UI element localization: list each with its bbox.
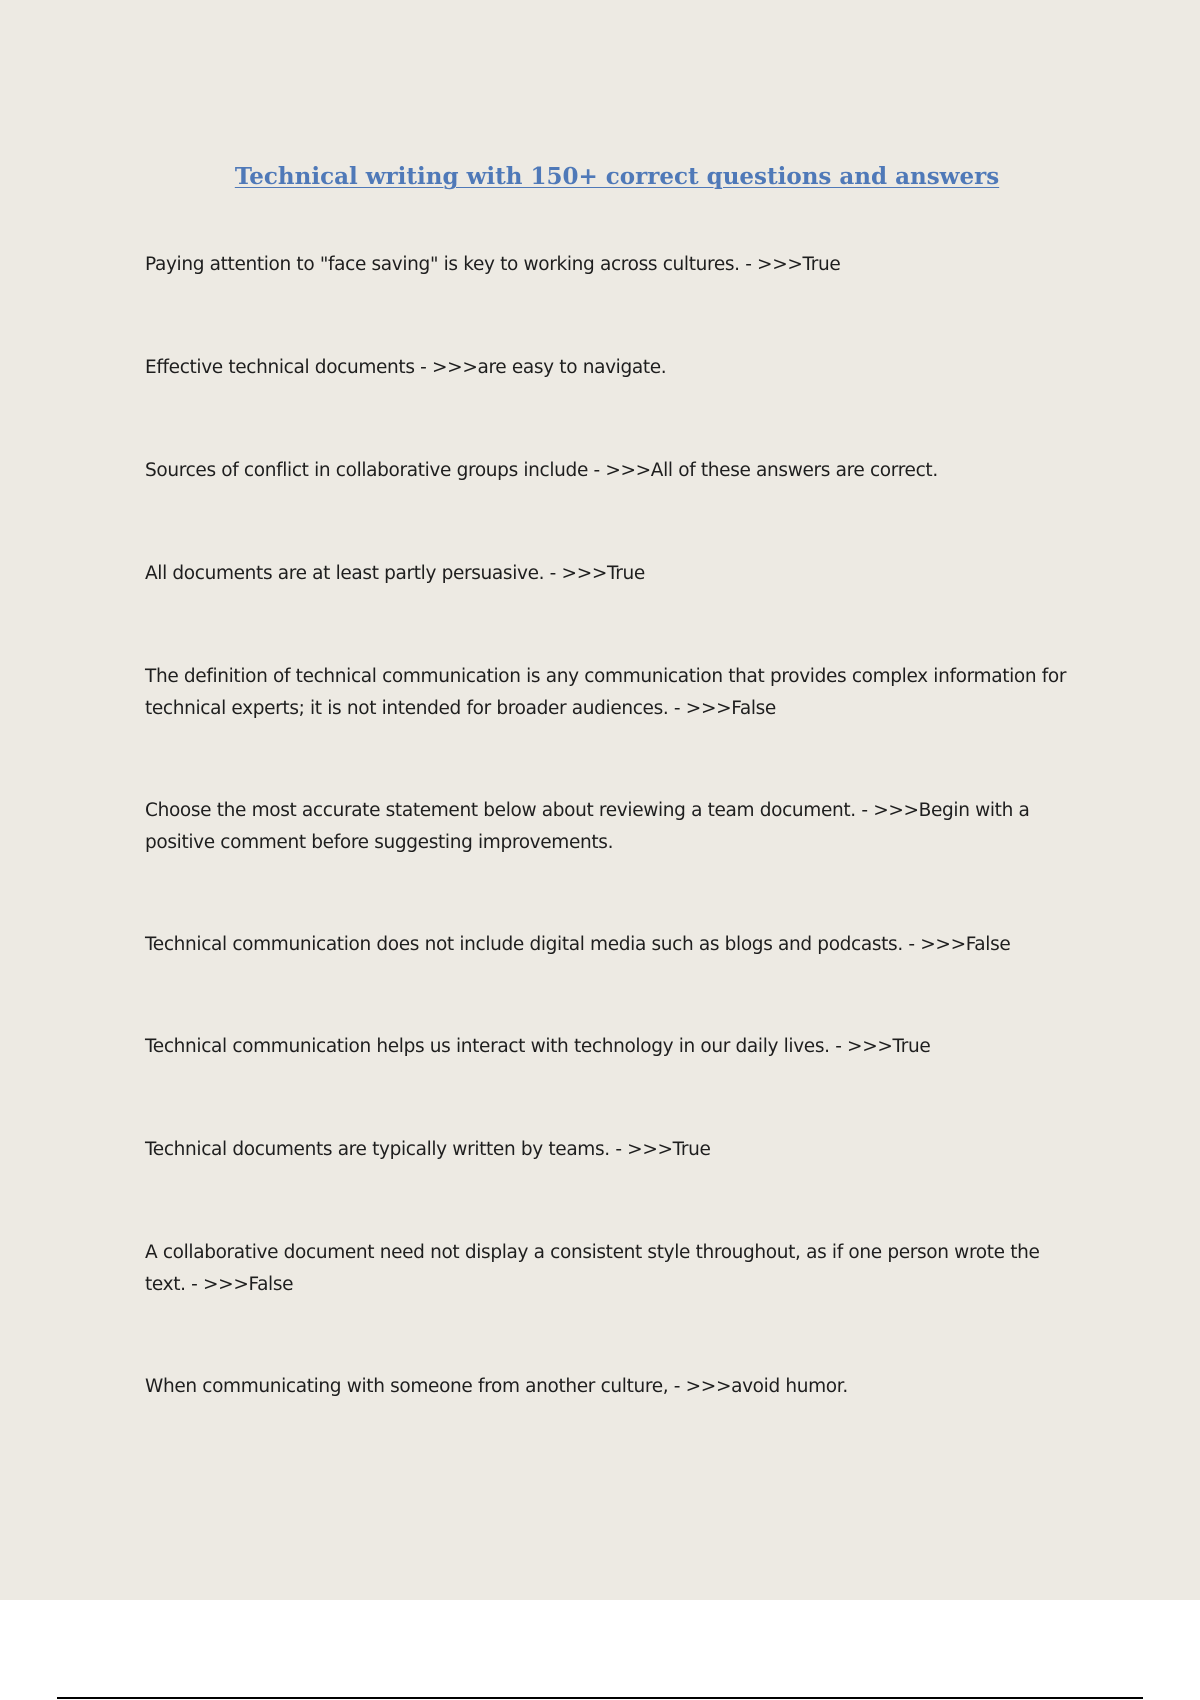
qa-item: The definition of technical communication is any communication that provides complex information for technical experts; it is not intended for broader audiences. - >>>False: [145, 666, 1067, 719]
qa-item: When communicating with someone from another culture, - >>>avoid humor.: [145, 1376, 848, 1397]
qa-item: All documents are at least partly persuasive. - >>>True: [145, 563, 645, 584]
qa-item: Choose the most accurate statement below about reviewing a team document. - >>>Begin with a positive comment before suggesting improvements.: [145, 800, 1030, 853]
qa-item: Paying attention to "face saving" is key to working across cultures. - >>>True: [145, 254, 841, 275]
footer-divider: [57, 1697, 1143, 1699]
qa-item: Effective technical documents - >>>are easy to navigate.: [145, 357, 667, 378]
qa-item: Technical communication helps us interact with technology in our daily lives. - >>>True: [145, 1036, 931, 1057]
qa-item: A collaborative document need not display a consistent style throughout, as if one person wrote the text. - >>>False: [145, 1242, 1040, 1295]
qa-item: Technical communication does not include digital media such as blogs and podcasts. - >>>False: [145, 934, 1011, 955]
qa-item: Technical documents are typically written by teams. - >>>True: [145, 1139, 711, 1160]
qa-item: Sources of conflict in collaborative groups include - >>>All of these answers are correct.: [145, 460, 938, 481]
document-title: Technical writing with 150+ correct questions and answers: [234, 163, 1000, 190]
